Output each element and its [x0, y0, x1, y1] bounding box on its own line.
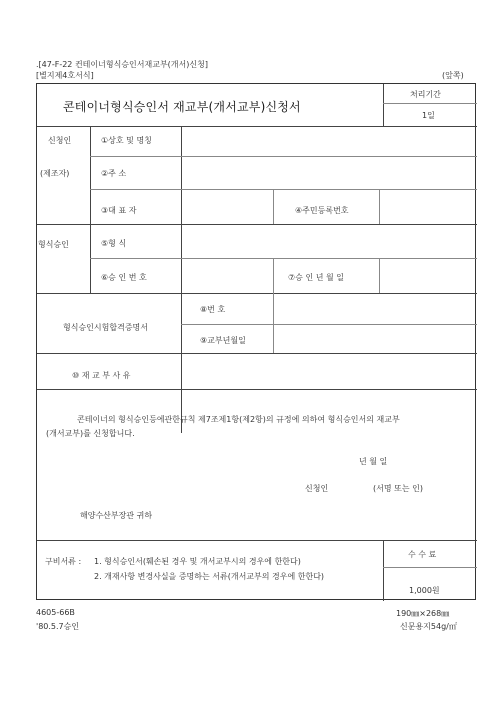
field-approval-no-label: ⑥승 인 번 호 [101, 273, 147, 282]
required-doc-2: 2. 개재사항 변경사실을 증명하는 서류(개서교부의 경우에 한한다) [94, 572, 325, 581]
field-name-label: ①상호 및 명칭 [101, 136, 152, 145]
application-form [36, 83, 476, 600]
type-approval-label: 형식승인 [38, 240, 69, 249]
form-number: [별지제4호서식] [36, 71, 94, 80]
field-approval-date-label: ⑦승 인 년 월 일 [288, 273, 344, 282]
field-type-label: ⑤형 식 [101, 239, 127, 248]
certificate-label: 형식승인시험합격증명서 [63, 323, 149, 332]
applicant-label: 신청인 [48, 136, 72, 145]
field-representative-label: ③대 표 자 [101, 206, 137, 215]
fee-value: 1,000원 [409, 586, 440, 595]
form-title: 콘테이너형식승인서 재교부(개서교부)신청서 [63, 100, 301, 114]
processing-period-value: 1일 [422, 111, 435, 120]
page-side: (앞쪽) [442, 71, 464, 80]
field-resident-no-label: ④주민등록번호 [295, 206, 349, 215]
footer-paper-type: 신문용지54g/㎡ [400, 622, 457, 631]
processing-period-label: 처리기간 [410, 90, 441, 99]
field-address-label: ②주 소 [101, 169, 127, 178]
footer-approval: '80.5.7승인 [36, 622, 80, 631]
required-doc-1: 1. 형식승인서(훼손된 경우 및 개서교부시의 경우에 한한다) [94, 557, 301, 566]
required-docs-label: 구비서류 : [45, 557, 82, 566]
date-line: 년 월 일 [359, 457, 388, 466]
field-cert-no-label: ⑧번 호 [200, 305, 226, 314]
footer-paper-size: 190㎜×268㎜ [396, 609, 450, 618]
footer-form-code: 4605-66B [36, 608, 75, 617]
declaration-text-2: (개서교부)를 신청합니다. [46, 429, 135, 438]
applicant-sign-label: 신청인 [305, 484, 329, 493]
manufacturer-label: (제조자) [40, 169, 70, 178]
fee-label: 수 수 료 [408, 550, 437, 559]
sign-note: (서명 또는 인) [373, 484, 423, 493]
field-reason-label: ⑩ 재 교 부 사 유 [72, 371, 131, 380]
addressee: 해양수산부장관 귀하 [80, 511, 153, 520]
form-code: .[47-F-22 컨테이너형식승인서재교부(개서)신청] [36, 60, 208, 69]
declaration-text-1: 콘테이너의 형식승인등에관한규칙 제7조제1항(제2항)의 규정에 의하여 형식승인서의 재교부 [77, 415, 400, 424]
field-issue-date-label: ⑨교부년월일 [200, 336, 246, 345]
